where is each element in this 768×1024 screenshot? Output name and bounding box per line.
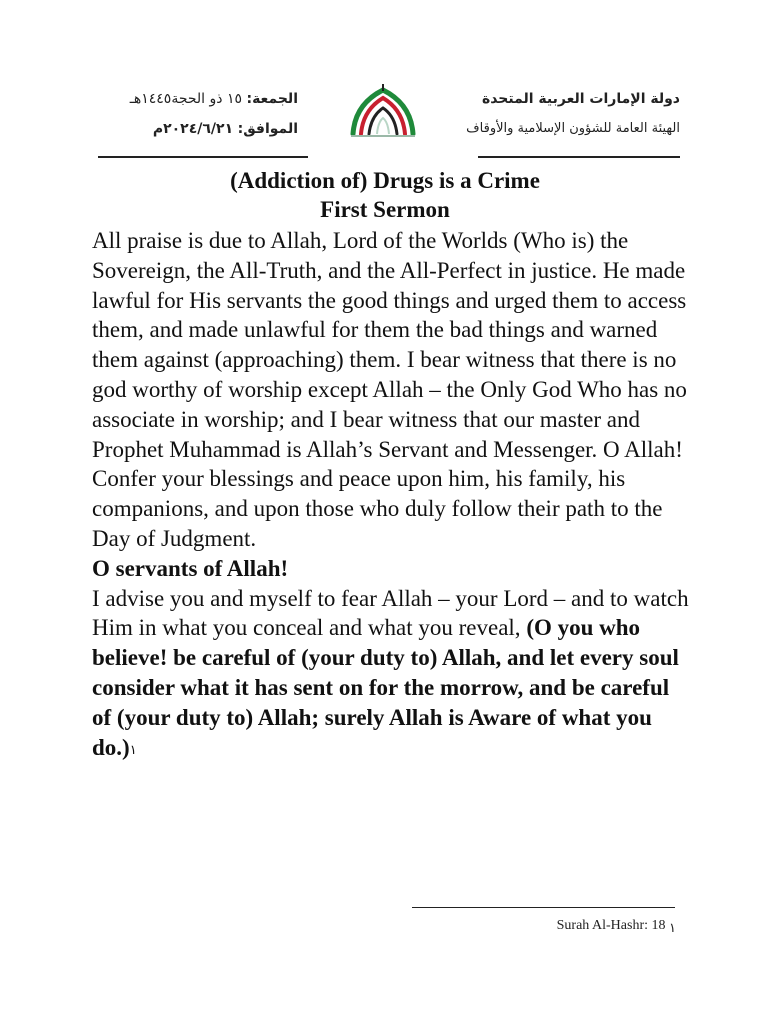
sermon-body bbox=[92, 226, 692, 762]
section-heading: O servants of Allah! bbox=[92, 555, 289, 581]
hijri-date bbox=[130, 91, 298, 107]
advice-paragraph bbox=[92, 584, 692, 763]
footnote-marker[interactable]: ١ bbox=[129, 741, 137, 757]
sermon-title bbox=[90, 166, 680, 224]
sermon-title-line1: (Addiction of) Drugs is a Crime bbox=[230, 168, 540, 193]
advice-text: I advise you and myself to fear Allah – your Lord – and to watch Him in what you conceal and what you reveal, bbox=[92, 585, 689, 641]
country-name: دولة الإمارات العربية المتحدة bbox=[481, 91, 680, 107]
mosque-dome-logo-icon bbox=[343, 82, 423, 146]
authority-name: الهيئة العامة للشؤون الإسلامية والأوقاف bbox=[466, 121, 680, 136]
hijri-date-label: الجمعة: bbox=[246, 91, 298, 107]
header-divider-left bbox=[98, 156, 308, 158]
document-header bbox=[0, 0, 768, 160]
opening-paragraph: All praise is due to Allah, Lord of the Worlds (Who is) the Sovereign, the All-Truth, and the All-Perfect in justice. He made lawful for His servants the good things and urged them to access them, and made unlawful for them the bad things and warned them against (approaching) them. I bear witness that there is no god worthy of worship except Allah – the Only God Who has no associate in worship; and I bear witness that our master and Prophet Muhammad is Allah’s Servant and Messenger. O Allah! Confer your blessings and peace upon him, his family, his companions, and upon those who duly follow their path to the Day of Judgment. bbox=[92, 228, 687, 551]
footnote-text: Surah Al-Hashr: 18 bbox=[556, 918, 666, 933]
footnote-number: ١ bbox=[669, 920, 676, 935]
sermon-subtitle: First Sermon bbox=[320, 197, 450, 222]
footnote-divider bbox=[412, 907, 675, 908]
hijri-date-value: ١٥ ذو الحجة١٤٤٥هـ bbox=[129, 91, 243, 107]
quran-quote: (O you who believe! be careful of (your duty to) Allah, and let every soul consider what it has sent on for the morrow, and be careful of (your duty to) Allah; surely Allah is Aware of what you do.) bbox=[92, 615, 679, 760]
header-divider-right bbox=[478, 156, 680, 158]
gregorian-date-value: ٢٠٢٤/٦/٢١م bbox=[152, 121, 234, 137]
footnote bbox=[557, 918, 676, 934]
gregorian-date-label: الموافق: bbox=[237, 121, 298, 137]
gregorian-date bbox=[153, 121, 298, 137]
